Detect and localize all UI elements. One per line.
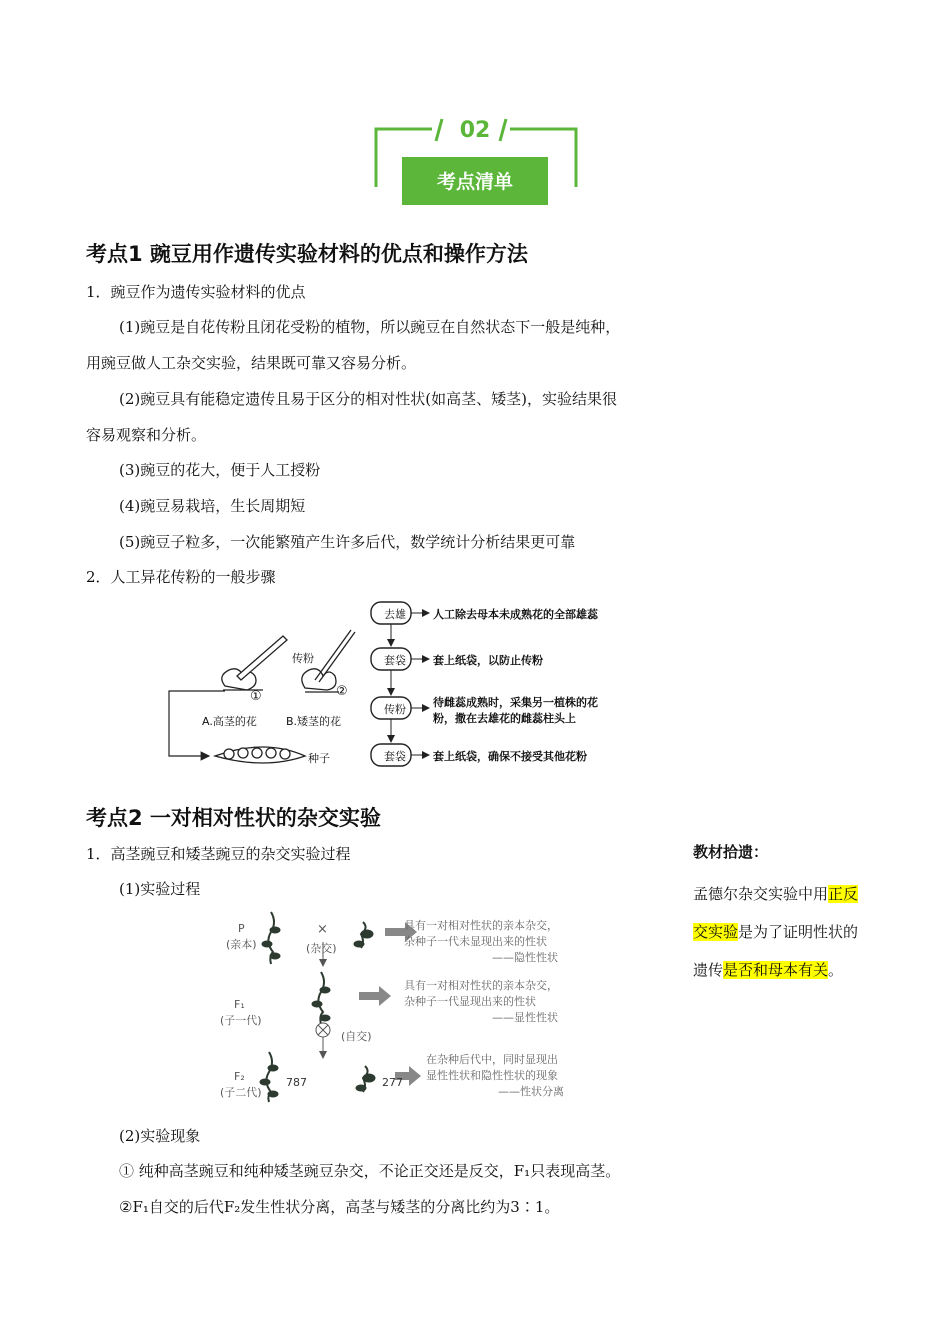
note1-line2: 杂种子一代未显现出来的性状 [404, 935, 547, 948]
circle-2: ② [336, 684, 348, 699]
step-box-4: 套袋 [384, 750, 406, 763]
seed-label: 种子 [308, 752, 330, 765]
sidebar-text-2: 是为了证明性 [738, 923, 829, 941]
section1-p1a: (1)豌豆是自花传粉且闭花受粉的植物，所以豌豆在自然状态下一般是纯种， [119, 318, 621, 336]
flower-b-label: B.矮茎的花 [286, 715, 342, 728]
f2-sub: (子二代) [220, 1086, 262, 1099]
section1-p3: (3)豌豆的花大，便于人工授粉 [119, 461, 321, 479]
sidebar-text-4: 。 [828, 961, 844, 979]
label-pollen: 传粉 [292, 652, 314, 665]
observation-1: ① 纯种高茎豌豆和纯种矮茎豌豆杂交，不论正交还是反交，F₁只表现高茎。 [119, 1162, 621, 1180]
step-box-1: 去雄 [384, 608, 406, 621]
cross-sub: (杂交) [306, 942, 337, 955]
section1-p2a: (2)豌豆具有能稳定遗传且易于区分的相对性状(如高茎、矮茎)，实验结果很 [119, 390, 617, 408]
step-text-4: 套上纸袋，确保不接受其他花粉 [433, 750, 587, 763]
p-sub: (亲本) [226, 938, 257, 951]
section1-title: 考点1 豌豆用作遗传实验材料的优点和操作方法 [86, 242, 528, 266]
sidebar-highlight-1: 正 [828, 885, 844, 903]
step-box-3: 传粉 [384, 703, 406, 716]
section2-item1: 1．高茎豌豆和矮茎豌豆的杂交实验过程 [86, 845, 351, 863]
section1-p4: (4)豌豆易栽培，生长周期短 [119, 497, 306, 515]
note3-line1: 在杂种后代中，同时显现出 [426, 1053, 558, 1066]
sidebar-text-1: 孟德尔杂交实验中用 [693, 885, 829, 903]
step-text-1: 人工除去母本未成熟花的全部雄蕊 [433, 608, 598, 621]
f2-label: F₂ [234, 1070, 245, 1083]
note2-line3: ——显性性状 [492, 1011, 558, 1024]
note1-line3: ——隐性性状 [492, 951, 558, 964]
note1-line1: 具有一对相对性状的亲本杂交， [404, 919, 558, 932]
note3-line3: ——性状分离 [498, 1085, 564, 1098]
note-dominant [404, 978, 558, 1026]
section1-p1b: 用豌豆做人工杂交实验，结果既可靠又容易分析。 [86, 354, 417, 372]
note-segregation [426, 1052, 564, 1100]
sidebar-note [693, 839, 865, 989]
count-tall: 787 [286, 1076, 307, 1089]
section1-item1: 1．豌豆作为遗传实验材料的优点 [86, 283, 306, 301]
step-text-2: 套上纸袋，以防止传粉 [433, 654, 543, 667]
step-box-2: 套袋 [384, 654, 406, 667]
cross-symbol: × [317, 922, 328, 937]
step-text-3b: 粉，撒在去雄花的雌蕊柱头上 [433, 712, 576, 725]
section1-p5: (5)豌豆子粒多，一次能繁殖产生许多后代，数学统计分析结果更可靠 [119, 533, 576, 551]
f1-label: F₁ [234, 998, 245, 1011]
section2-sub2: (2)实验现象 [119, 1127, 201, 1145]
sidebar-highlight-4: 关 [813, 961, 829, 979]
badge-label: 考点清单 [436, 171, 513, 193]
observation-2: ②F₁自交的后代F₂发生性状分离，高茎与矮茎的分离比约为3∶1。 [119, 1198, 560, 1216]
sidebar-highlight-3: 是否和母本有 [723, 961, 814, 979]
self-sub: (自交) [341, 1030, 372, 1043]
sidebar-title: 教材拾遗： [693, 843, 769, 861]
note-recessive [404, 918, 558, 966]
section1-p2b: 容易观察和分析。 [86, 426, 207, 444]
note3-line2: 显性性状和隐性性状的现象 [426, 1069, 558, 1082]
p-label: P [238, 922, 245, 935]
sidebar-body [693, 875, 865, 989]
section2-sub1: (1)实验过程 [119, 880, 201, 898]
circle-1: ① [250, 689, 262, 704]
flower-a-label: A.高茎的花 [202, 715, 257, 728]
note2-line2: 杂种子一代显现出来的性状 [404, 995, 536, 1008]
step-text-3a: 待雌蕊成熟时，采集另一植株的花 [433, 696, 598, 709]
sidebar-highlight-2: 反交实验 [693, 885, 859, 941]
badge-number: 02 [459, 118, 491, 143]
sidebar-text-3: 状的遗传 [693, 923, 859, 979]
section1-item2: 2．人工异花传粉的一般步骤 [86, 568, 276, 586]
note2-line1: 具有一对相对性状的亲本杂交， [404, 979, 558, 992]
count-short: 277 [382, 1076, 403, 1089]
f1-sub: (子一代) [220, 1014, 262, 1027]
section2-title: 考点2 一对相对性状的杂交实验 [86, 806, 381, 830]
